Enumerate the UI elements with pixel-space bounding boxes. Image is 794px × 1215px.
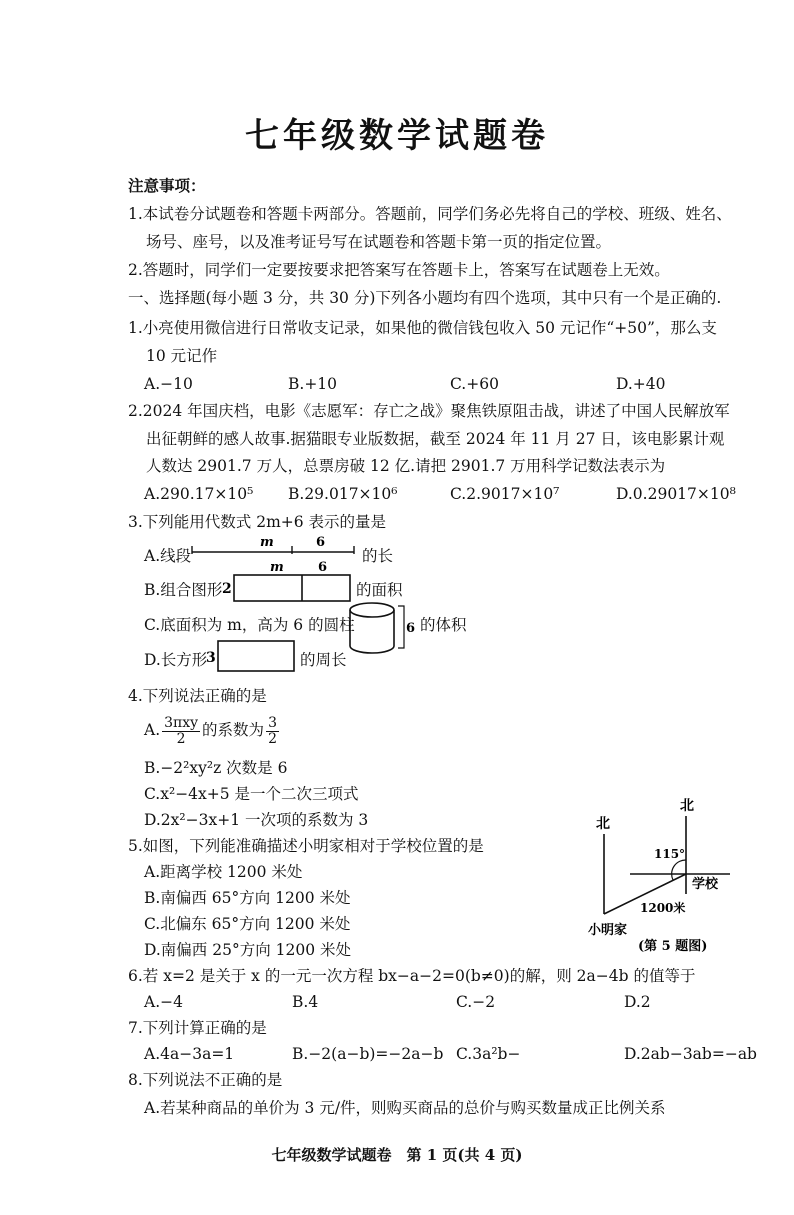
q2-option-b: B.29.017×10⁶ [288,485,398,503]
q2-option-c: C.2.9017×10⁷ [450,485,560,503]
q3-long-rectangle-figure [206,638,298,674]
q4-option-d: D.2x²−3x+1 一次项的系数为 3 [144,811,369,829]
q5-option-c: C.北偏东 65°方向 1200 米处 [144,915,351,933]
north-label-home: 北 [596,816,610,832]
q6-option-d: D.2 [624,993,651,1011]
q1-option-a: A.−10 [144,375,193,393]
angle-label: 115° [654,847,686,861]
fraction-numerator: 3πxy [164,714,199,731]
q3-option-a-suffix: 的长 [362,547,394,565]
cylinder-bottom [350,646,394,653]
q3-option-b-label: B.组合图形 [144,581,223,599]
q3-rectangle-figure [222,560,354,604]
q3-option-d-suffix: 的周长 [300,651,347,669]
page-footer: 七年级数学试题卷 第 1 页(共 4 页) [271,1146,523,1164]
q2-line-1: 2.2024 年国庆档，电影《志愿军：存亡之战》聚焦铁原阻击战，讲述了中国人民解放军 [128,402,730,420]
page-title: 七年级数学试题卷 [245,116,549,156]
q8-stem: 8.下列说法不正确的是 [128,1071,283,1089]
notes-item-2: 2.答题时，同学们一定要按要求把答案写在答题卡上，答案写在试题卷上无效。 [128,261,670,279]
section-heading: 一、选择题(每小题 3 分，共 30 分)下列各小题均有四个选项，其中只有一个是正确的. [128,289,722,307]
q3-option-b-suffix: 的面积 [356,581,403,599]
long-rect-outline [218,641,294,671]
cylinder-top [350,603,394,617]
rect-outline [234,575,350,601]
q1-line-1: 1.小亮使用微信进行日常收支记录，如果他的微信钱包收入 50 元记作“+50”，那么支 [128,319,717,337]
notes-heading: 注意事项： [128,176,206,195]
cylinder-label-6: 6 [406,621,416,636]
q3-option-d-label: D.长方形 [144,651,208,669]
fraction-numerator: 3 [268,714,277,731]
distance-label: 1200米 [640,901,686,915]
q1-option-c: C.+60 [450,375,499,393]
q4-option-a-value-fraction [266,716,279,747]
q2-line-3: 人数达 2901.7 万人，总票房破 12 亿.请把 2901.7 万用科学记数法表示为 [146,457,666,475]
school-label: 学校 [692,877,719,892]
q3-stem: 3.下列能用代数式 2m+6 表示的量是 [128,513,387,531]
fraction-denominator: 2 [268,730,277,747]
q1-option-b: B.+10 [288,375,338,393]
q6-option-a: A.−4 [144,993,183,1011]
q4-stem: 4.下列说法正确的是 [128,687,267,705]
q3-cylinder-figure [346,600,418,658]
rect-height-label-2: 2 [222,581,232,597]
segment-label-m: m [260,535,274,550]
notes-item-1-line-2: 场号、座号，以及准考证号写在试题卷和答题卡第一页的指定位置。 [146,233,612,251]
q1-option-d: D.+40 [616,375,666,393]
q4-option-a-mid: 的系数为 [202,721,265,739]
north-label-school: 北 [680,798,694,814]
q1-line-2: 10 元记作 [146,347,218,365]
notes-item-1-line-1: 1.本试卷分试题卷和答题卡两部分。答题前，同学们务必先将自己的学校、班级、姓名、 [128,205,732,223]
q6-stem: 6.若 x=2 是关于 x 的一元一次方程 bx−a−2=0(b≠0)的解，则 2a−4b 的值等于 [128,967,696,985]
q4-option-a-fraction [162,716,200,747]
q6-option-c: C.−2 [456,993,496,1011]
cylinder-height-bracket [398,606,404,648]
home-label: 小明家 [588,923,628,938]
rect-label-6: 6 [318,560,328,575]
q5-direction-figure [584,790,754,954]
figure-caption: (第 5 题图) [638,939,708,954]
q2-option-d: D.0.29017×10⁸ [616,485,736,503]
rect-label-m: m [270,560,284,575]
long-rect-label-3: 3 [206,650,216,666]
q8-option-a: A.若某种商品的单价为 3 元/件，则购买商品的总价与购买数量成正比例关系 [144,1099,666,1117]
fraction-denominator: 2 [176,730,186,747]
q5-stem: 5.如图，下列能准确描述小明家相对于学校位置的是 [128,837,484,855]
q7-option-a: A.4a−3a=1 [144,1045,235,1063]
q7-stem: 7.下列计算正确的是 [128,1019,267,1037]
q3-option-a-label: A.线段 [144,547,192,565]
q2-line-2: 出征朝鲜的感人故事.据猫眼专业版数据，截至 2024 年 11 月 27 日，该电影累计观 [146,430,725,448]
q4-option-c: C.x²−4x+5 是一个二次三项式 [144,785,359,803]
q7-option-c: C.3a²b− [456,1045,521,1063]
q2-option-a: A.290.17×10⁵ [144,485,254,503]
q7-option-b: B.−2(a−b)=−2a−b [292,1045,444,1063]
q4-option-b: B.−2²xy²z 次数是 6 [144,759,288,777]
q5-option-d: D.南偏西 25°方向 1200 米处 [144,941,352,959]
q3-option-c-label: C.底面积为 m，高为 6 的圆柱 [144,616,355,634]
q5-option-b: B.南偏西 65°方向 1200 米处 [144,889,351,907]
segment-label-6: 6 [316,535,326,550]
q7-option-d: D.2ab−3ab=−ab [624,1045,757,1063]
q5-option-a: A.距离学校 1200 米处 [144,863,303,881]
q4-option-a [144,712,281,748]
q4-option-a-prefix: A. [144,721,161,739]
q3-option-c-suffix: 的体积 [420,616,467,634]
q3-segment-figure [184,532,360,558]
q6-option-b: B.4 [292,993,319,1011]
